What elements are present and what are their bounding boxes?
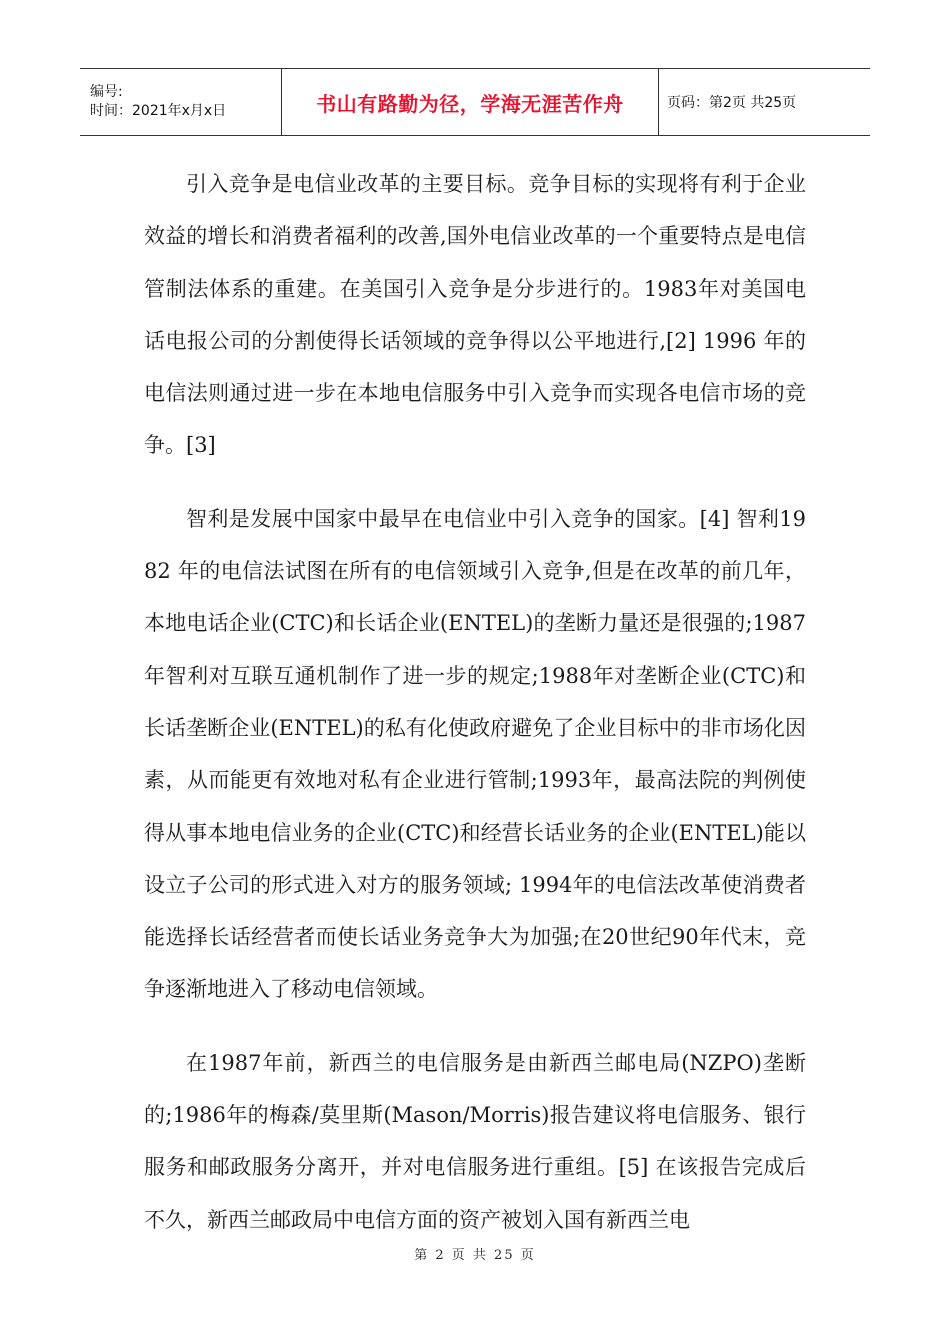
paragraph-2: 智利是发展中国家中最早在电信业中引入竞争的国家。[4] 智利1982 年的电信法试图在所有的电信领域引入竞争,但是在改革的前几年，本地电话企业(CTC)和长话企业(ENTEL)的垄断力量还是很强的;1987年智利对互联互通机制作了进一步的规定;1988年对垄断企业(CTC)和长话垄断企业(ENTEL)的私有化使政府避免了企业目标中的非市场化因素，从而能更有效地对私有企业进行管制;1993年，最高法院的判例使得从事本地电信业务的企业(CTC)和经营长话业务的企业(ENTEL)能以设立子公司的形式进入对方的服务领域; 1994年的电信法改革使消费者能选择长话经营者而使长话业务竞争大为加强;在20世纪90年代末，竞争逐渐地进入了移动电信领域。	[144, 506, 806, 1002]
paragraph-3: 在1987年前，新西兰的电信服务是由新西兰邮电局(NZPO)垄断的;1986年的梅森/莫里斯(Mason/Morris)报告建议将电信服务、银行服务和邮政服务分离开，并对电信服务进行重组。[5] 在该报告完成后不久，新西兰邮政局中电信方面的资产被划入国有新西兰电	[144, 1050, 806, 1232]
document-time-label: 时间：2021年x月x日	[90, 103, 227, 119]
header-page-info-cell	[659, 69, 870, 135]
header-motto: 书山有路勤为径，学海无涯苦作舟	[316, 91, 624, 116]
document-number-label: 编号:	[90, 84, 123, 100]
header-motto-cell	[282, 69, 659, 135]
header-meta	[80, 69, 282, 135]
header-page-info: 页码：第2页 共25页	[667, 95, 797, 111]
document-body	[144, 158, 806, 1267]
paragraph-1: 引入竞争是电信业改革的主要目标。竞争目标的实现将有利于企业效益的增长和消费者福利的改善,国外电信业改革的一个重要特点是电信管制法体系的重建。在美国引入竞争是分步进行的。1983年对美国电话电报公司的分割使得长话领域的竞争得以公平地进行,[2] 1996 年的电信法则通过进一步在本地电信服务中引入竞争而实现各电信市场的竞争。[3]	[144, 172, 806, 458]
page-footer: 第 2 页 共 25 页	[414, 1248, 536, 1263]
document-header	[80, 68, 870, 136]
